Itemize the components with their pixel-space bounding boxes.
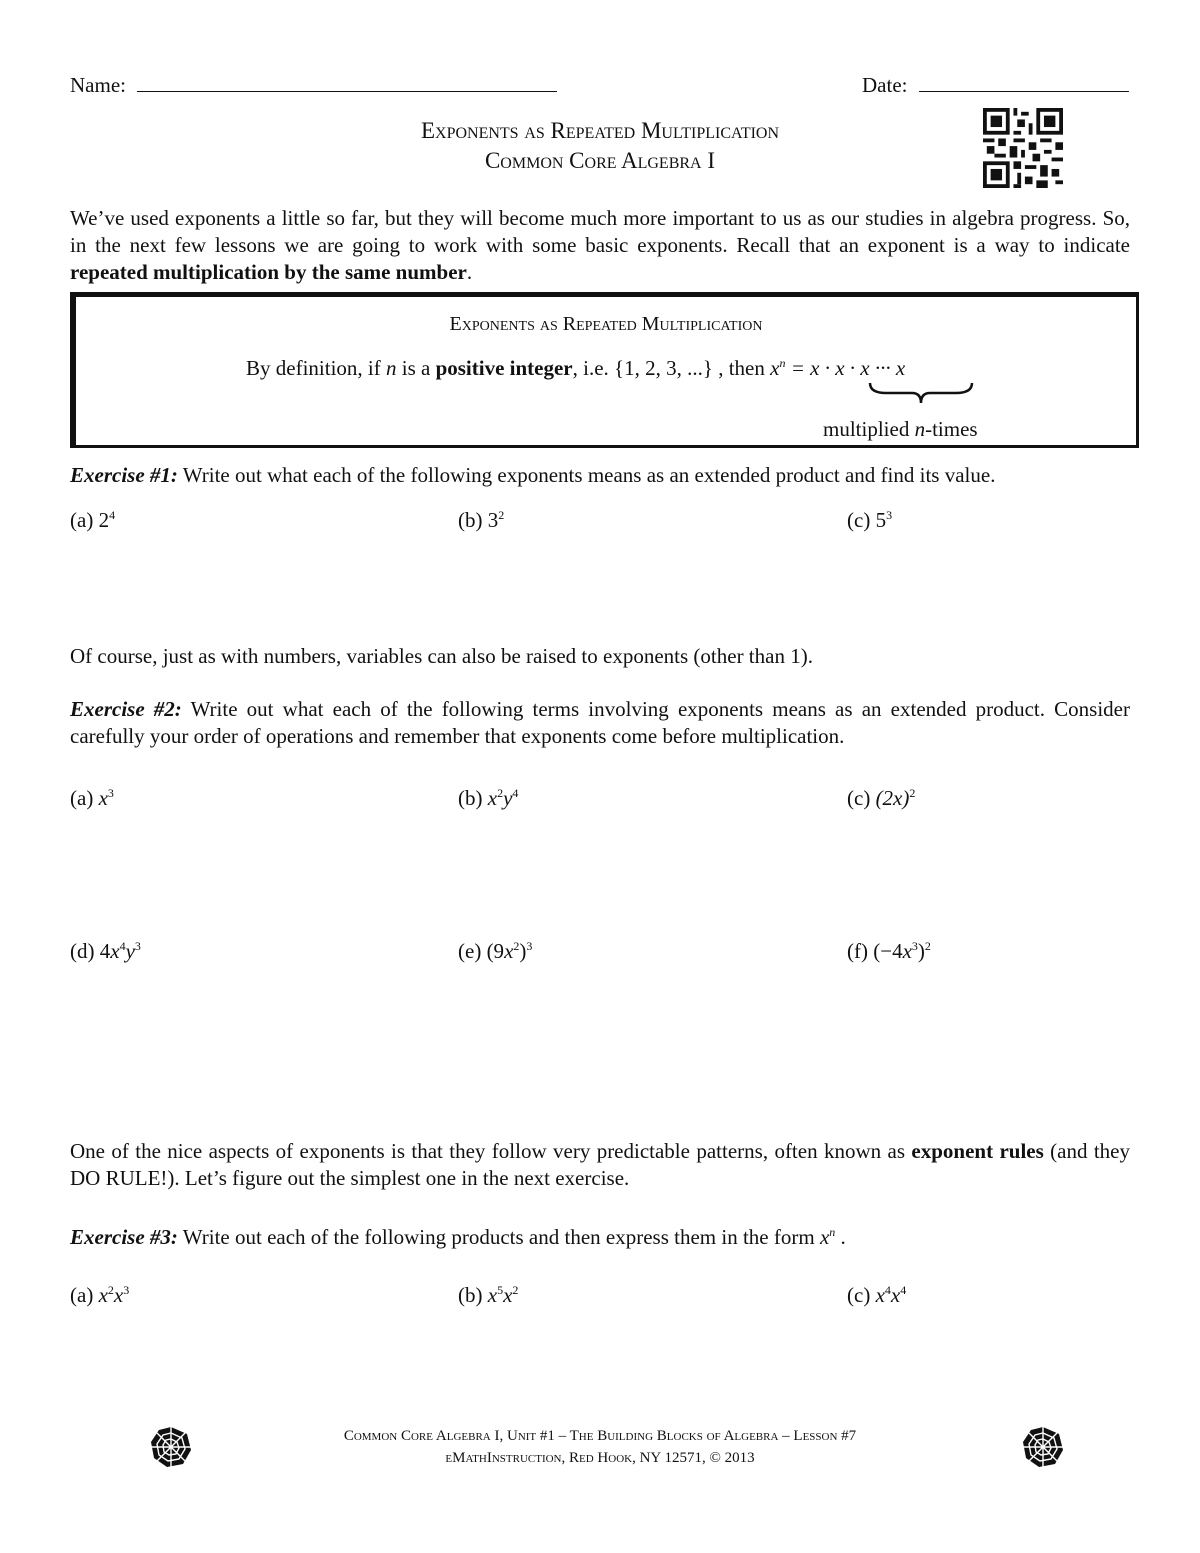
- def-part1: By definition, if: [246, 356, 386, 380]
- exercise2-e: [458, 938, 532, 965]
- ex1-a-exp: 4: [109, 508, 116, 522]
- exercise2-b: [458, 785, 518, 812]
- title-line2: Common Core Algebra I: [484, 148, 716, 173]
- ex1-b-base: 3: [487, 508, 499, 532]
- ex2-b-exp2: 4: [512, 786, 519, 800]
- rules-part1: One of the nice aspects of exponents is that they follow very predictable patterns, often known as: [70, 1139, 912, 1163]
- ex1-c-label: (c): [847, 508, 871, 532]
- ex1-b-exp: 2: [498, 508, 505, 522]
- def-set: {1, 2, 3, ...}: [614, 356, 713, 380]
- ex3-form-base: x: [819, 1225, 830, 1249]
- ex3-b-exp2: 2: [512, 1283, 519, 1297]
- exercise2-label: Exercise #2:: [70, 697, 182, 721]
- date-blank: [919, 91, 1129, 92]
- exercise2-prompt: [70, 696, 1130, 750]
- ex2-a-base: x: [98, 786, 108, 810]
- date-line: [862, 72, 1129, 99]
- ex2-f-close: ): [917, 939, 925, 963]
- ex2-b-base1: x: [487, 786, 498, 810]
- name-blank: [137, 91, 557, 92]
- exercise2-c: [847, 785, 915, 812]
- ex3-c-exp2: 4: [900, 1283, 907, 1297]
- ex3-b-exp1: 5: [497, 1283, 504, 1297]
- rules-bold: exponent rules: [911, 1139, 1044, 1163]
- def-part3: , i.e.: [572, 356, 615, 380]
- ex3-form-exp: n: [829, 1225, 836, 1239]
- brace-label-n: n: [914, 417, 926, 441]
- def-bold: positive integer: [435, 356, 573, 380]
- definition-text: [246, 355, 905, 382]
- ex2-d-base2: y: [125, 939, 135, 963]
- intro-end: .: [466, 260, 473, 284]
- exercise1-a: [70, 507, 115, 534]
- ex3-c-base1: x: [875, 1283, 885, 1307]
- ex2-e-exp1: 2: [513, 939, 520, 953]
- ex3-a-base2: x: [113, 1283, 124, 1307]
- ex2-b-label: (b): [458, 786, 483, 810]
- ex2-b-exp1: 2: [497, 786, 504, 800]
- def-formula: [770, 356, 905, 380]
- exercise1-prompt: [70, 462, 1130, 489]
- formula-exp: n: [779, 356, 786, 370]
- exercise1-label: Exercise #1:: [70, 463, 178, 487]
- ex2-d-exp2: 3: [134, 939, 141, 953]
- variables-text: Of course, just as with numbers, variables can also be raised to exponents (other than 1).: [70, 644, 813, 668]
- ex3-b-label: (b): [458, 1283, 483, 1307]
- exercise2-d: [70, 938, 141, 965]
- definition-box: [70, 292, 1139, 448]
- brace-label: [823, 416, 978, 443]
- ex3-c-base2: x: [890, 1283, 901, 1307]
- title-line1: Exponents as Repeated Multiplication: [420, 118, 780, 143]
- ex2-b-base2: y: [503, 786, 513, 810]
- ex2-a-label: (a): [70, 786, 94, 810]
- ex2-c-inner: (2x): [875, 786, 910, 810]
- brace-label-part2: -times: [925, 417, 978, 441]
- ex3-a-exp1: 2: [107, 1283, 114, 1297]
- ex1-c-base: 5: [875, 508, 887, 532]
- ex3-b-base2: x: [503, 1283, 513, 1307]
- ex2-f-base: x: [902, 939, 912, 963]
- exercise3-c: [847, 1282, 906, 1309]
- formula-base: x: [770, 356, 780, 380]
- footer: [200, 1425, 1000, 1469]
- rules-part2: (and they DO RULE!). Let’s figure out the simplest one in the next exercise.: [70, 1139, 1130, 1190]
- exercise3-label: Exercise #3:: [70, 1225, 178, 1249]
- exercise1-c: [847, 507, 892, 534]
- ex2-e-open: (9: [486, 939, 505, 963]
- ex2-f-open: (−4: [873, 939, 903, 963]
- qr-code-icon: [983, 108, 1063, 188]
- ex2-e-base: x: [504, 939, 514, 963]
- brace-label-part1: multiplied: [823, 417, 915, 441]
- exercise3-prompt: [70, 1224, 1130, 1251]
- ex2-d-label: (d): [70, 939, 95, 963]
- ex2-e-close: ): [519, 939, 527, 963]
- exercise3-text: Write out each of the following products and then express them in the form: [177, 1225, 820, 1249]
- ex1-a-base: 2: [98, 508, 110, 532]
- ex2-f-exp2: 2: [924, 939, 931, 953]
- ex2-c-label: (c): [847, 786, 871, 810]
- ex1-b-label: (b): [458, 508, 483, 532]
- date-label: Date:: [862, 73, 908, 97]
- footer-line1: Common Core Algebra I, Unit #1 – The Building Blocks of Algebra – Lesson #7: [343, 1428, 857, 1444]
- name-label: Name:: [70, 73, 126, 97]
- intro-text: We’ve used exponents a little so far, but they will become much more important to us as our studies in algebra progress. So, in the next few lessons we are going to work with some basic exponents. Recall that an exponent is a way to indicate: [70, 206, 1130, 257]
- exercise3-b: [458, 1282, 518, 1309]
- ex1-a-label: (a): [70, 508, 94, 532]
- ex2-d-base1: x: [110, 939, 120, 963]
- ex2-a-exp: 3: [107, 786, 114, 800]
- ex2-c-exp: 2: [909, 786, 916, 800]
- intro-bold: repeated multiplication by the same number: [70, 260, 467, 284]
- def-n: n: [386, 356, 397, 380]
- exercise1-text: Write out what each of the following exponents means as an extended product and find its value.: [177, 463, 996, 487]
- ex3-b-base1: x: [487, 1283, 498, 1307]
- ex3-a-base1: x: [98, 1283, 108, 1307]
- exercise2-text: Write out what each of the following terms involving exponents means as an extended product. Consider carefully your order of operations and remember that exponents come before multiplication.: [70, 697, 1130, 748]
- ex2-f-label: (f): [847, 939, 868, 963]
- def-part4: , then: [712, 356, 771, 380]
- ex3-a-label: (a): [70, 1283, 94, 1307]
- formula-rhs: = x · x · x ··· x: [785, 356, 906, 380]
- ex2-f-exp1: 3: [911, 939, 918, 953]
- web-logo-right-icon: [1021, 1425, 1065, 1469]
- box-title: Exponents as Repeated Multiplication: [449, 313, 763, 335]
- ex2-e-exp2: 3: [526, 939, 533, 953]
- curly-brace-icon: [866, 381, 976, 407]
- exercise3-a: [70, 1282, 129, 1309]
- exercise1-b: [458, 507, 504, 534]
- ex2-e-label: (e): [458, 939, 482, 963]
- ex2-d-exp1: 4: [119, 939, 126, 953]
- web-logo-left-icon: [149, 1425, 193, 1469]
- ex2-d-coef: 4: [99, 939, 111, 963]
- intro-paragraph: [70, 205, 1130, 286]
- ex3-end: .: [835, 1225, 846, 1249]
- name-line: [70, 72, 557, 99]
- exercise2-f: [847, 938, 931, 965]
- rules-paragraph: [70, 1138, 1130, 1192]
- exercise2-a: [70, 785, 114, 812]
- ex3-c-exp1: 4: [884, 1283, 891, 1297]
- ex3-c-label: (c): [847, 1283, 871, 1307]
- ex3-a-exp2: 3: [123, 1283, 130, 1297]
- ex1-c-exp: 3: [886, 508, 893, 522]
- def-part2: is a: [396, 356, 436, 380]
- footer-line2: eMathInstruction, Red Hook, NY 12571, © 2013: [445, 1450, 755, 1466]
